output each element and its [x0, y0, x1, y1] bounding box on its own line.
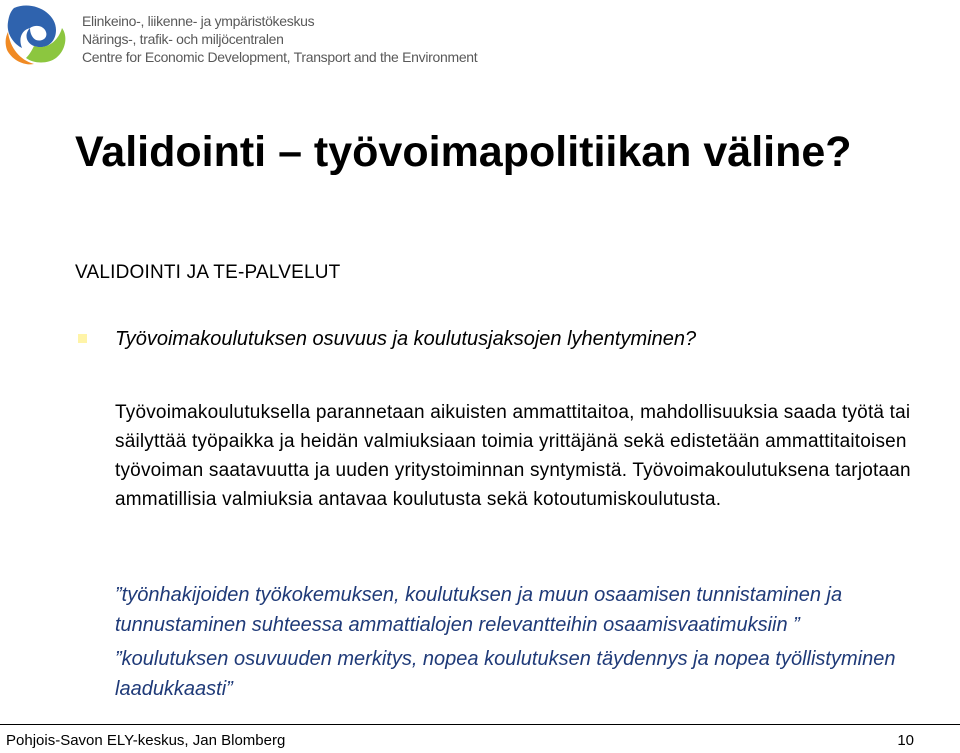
organization-name-block	[82, 12, 477, 66]
footer-divider	[0, 724, 960, 725]
organization-name-sv: Närings-, trafik- och miljöcentralen	[82, 31, 284, 47]
body-paragraph: Työvoimakoulutuksella parannetaan aikuisten ammattitaitoa, mahdollisuuksia saada työtä tai säilyttää työpaikka ja heidän valmiuksiaan toimia yrittäjänä sekä edistetään ammattitaitoisen työvoiman saatavuutta ja uuden yritystoiminnan syntymistä. Työvoimakoulutuksena tarjotaan ammatillisia valmiuksia antavaa koulutusta sekä kotoutumiskoulutusta.	[115, 402, 911, 510]
bullet-item-text: Työvoimakoulutuksen osuvuus ja koulutusjaksojen lyhentyminen?	[115, 328, 697, 350]
slide-title: Validointi – työvoimapolitiikan väline?	[75, 128, 852, 176]
organization-name-fi: Elinkeino-, liikenne- ja ympäristökeskus	[82, 13, 315, 29]
ely-centre-leaf-logo-icon	[4, 2, 72, 68]
quote-validation-definition: ”työnhakijoiden työkokemuksen, koulutuksen ja muun osaamisen tunnistaminen ja tunnustaminen suhteessa ammattialojen relevantteihin osaamisvaatimuksiin ”	[115, 584, 843, 636]
page-number: 10	[897, 732, 914, 749]
section-heading: VALIDOINTI JA TE-PALVELUT	[75, 262, 341, 283]
slide-header	[0, 0, 960, 72]
square-bullet-icon	[78, 334, 87, 343]
quote-training-relevance: ”koulutuksen osuvuuden merkitys, nopea koulutuksen täydennys ja nopea työllistyminen laadukkaasti”	[115, 648, 896, 700]
footer-author: Pohjois-Savon ELY-keskus, Jan Blomberg	[6, 732, 286, 749]
organization-name-en: Centre for Economic Development, Transport and the Environment	[82, 49, 478, 65]
